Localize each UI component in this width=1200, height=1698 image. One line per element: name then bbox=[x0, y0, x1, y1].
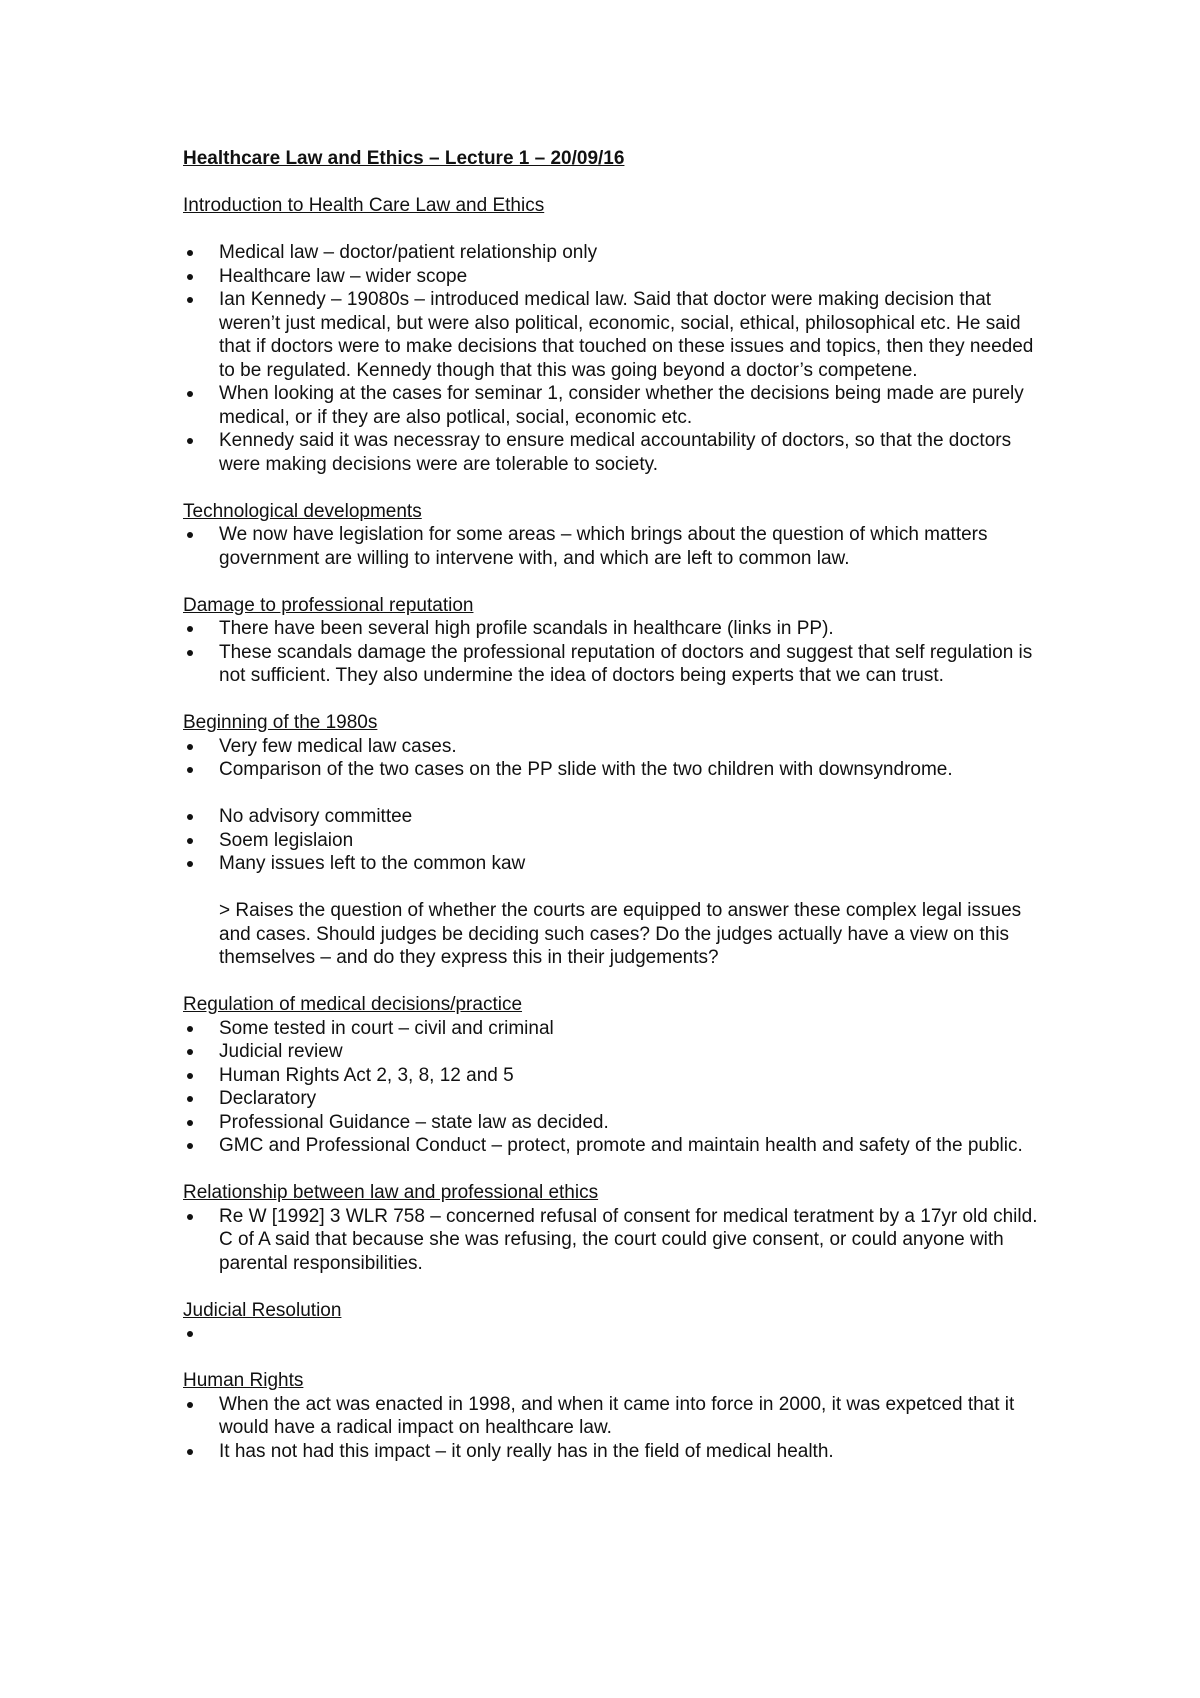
list-item bbox=[183, 1017, 1043, 1041]
list-item bbox=[183, 805, 1043, 829]
list-item-text: Very few medical law cases. bbox=[219, 735, 457, 757]
section-heading-technological-developments: Technological developments bbox=[183, 500, 422, 522]
bullet-list-judicial bbox=[183, 1322, 1043, 1346]
list-item-text: Declaratory bbox=[219, 1088, 317, 1109]
list-item bbox=[183, 382, 1043, 429]
bullet-list-damage bbox=[183, 617, 1043, 688]
list-item bbox=[183, 1064, 1043, 1088]
bullet-icon bbox=[187, 626, 193, 632]
bullet-icon bbox=[187, 838, 193, 844]
bullet-list-introduction bbox=[183, 241, 1043, 476]
list-item bbox=[183, 523, 1043, 570]
bullet-icon bbox=[187, 1449, 193, 1455]
bullet-icon bbox=[187, 391, 193, 397]
list-item-text: When looking at the cases for seminar 1, consider whether the decisions being made are purely medical, or if they are also potlical, social, economic etc. bbox=[219, 383, 1024, 428]
bullet-icon bbox=[187, 1143, 193, 1149]
section-heading-introduction: Introduction to Health Care Law and Ethics bbox=[183, 195, 545, 216]
spacer bbox=[183, 1346, 1043, 1370]
list-item-text: There have been several high profile scandals in healthcare (links in PP). bbox=[219, 618, 834, 639]
bullet-icon bbox=[187, 1096, 193, 1102]
section-heading-damage-reputation: Damage to professional reputation bbox=[183, 594, 474, 616]
list-item bbox=[183, 1111, 1043, 1135]
section-heading-law-ethics: Relationship between law and professional ethics bbox=[183, 1182, 599, 1203]
list-item bbox=[183, 265, 1043, 289]
bullet-icon bbox=[187, 274, 193, 280]
list-item-text: Human Rights Act 2, 3, 8, 12 and 5 bbox=[219, 1064, 514, 1086]
bullet-icon bbox=[187, 1073, 193, 1079]
list-item-text: Kennedy said it was necessray to ensure medical accountability of doctors, so that the doctors were making decisions were are tolerable to society. bbox=[219, 430, 1012, 475]
bullet-list-technological bbox=[183, 523, 1043, 570]
bullet-icon bbox=[187, 532, 193, 538]
section-heading-beginning-1980s: Beginning of the 1980s bbox=[183, 712, 378, 733]
bullet-icon bbox=[187, 1402, 193, 1408]
list-item bbox=[183, 829, 1043, 853]
bullet-icon bbox=[187, 297, 193, 303]
bullet-icon bbox=[187, 767, 193, 773]
bullet-icon bbox=[187, 861, 193, 867]
list-item-text: Many issues left to the common kaw bbox=[219, 853, 526, 874]
bullet-icon bbox=[187, 744, 193, 750]
list-item-text: No advisory committee bbox=[219, 806, 413, 827]
list-item-text: When the act was enacted in 1998, and when it came into force in 2000, it was expetced that it would have a radical impact on healthcare law. bbox=[219, 1393, 1015, 1438]
bullet-icon bbox=[187, 814, 193, 820]
list-item-text: Comparison of the two cases on the PP slide with the two children with downsyndrome. bbox=[219, 759, 953, 780]
list-item-text: Re W [1992] 3 WLR 758 – concerned refusal of consent for medical teratment by a 17yr old child. C of A said that because she was refusing, the court could give consent, or could anyone with parental responsibilities. bbox=[219, 1205, 1038, 1274]
question-note: > Raises the question of whether the courts are equipped to answer these complex legal issues and cases. Should judges be deciding such cases? Do the judges actually have a view on this themselves – and do they express this in their judgements? bbox=[219, 900, 1022, 968]
spacer bbox=[183, 1275, 1043, 1299]
list-item bbox=[183, 758, 1043, 782]
list-item bbox=[183, 288, 1043, 382]
list-item bbox=[183, 1040, 1043, 1064]
list-item bbox=[183, 641, 1043, 688]
spacer bbox=[183, 1158, 1043, 1182]
document-page bbox=[183, 147, 1043, 1463]
bullet-list-1980s-continued bbox=[183, 805, 1043, 876]
list-item bbox=[183, 429, 1043, 476]
list-item-text: It has not had this impact – it only really has in the field of medical health. bbox=[219, 1440, 834, 1462]
spacer bbox=[183, 970, 1043, 994]
list-item-text: Ian Kennedy – 19080s – introduced medical law. Said that doctor were making decision that weren’t just medical, but were also political, economic, social, ethical, philosophical etc. He said that if doctors were to make decisions that touched on these issues and topics, then they needed to be regulated. Kennedy though that this was going beyond a doctor’s competene. bbox=[219, 289, 1034, 381]
list-item bbox=[183, 1205, 1043, 1276]
bullet-icon bbox=[187, 1049, 193, 1055]
list-item-text: Professional Guidance – state law as decided. bbox=[219, 1111, 609, 1133]
bullet-icon bbox=[187, 250, 193, 256]
bullet-icon bbox=[187, 1214, 193, 1220]
spacer bbox=[183, 782, 1043, 806]
bullet-list-regulation bbox=[183, 1017, 1043, 1158]
spacer bbox=[183, 570, 1043, 594]
spacer bbox=[183, 876, 1043, 900]
section-heading-judicial-resolution: Judicial Resolution bbox=[183, 1299, 342, 1321]
list-item-text: Medical law – doctor/patient relationship only bbox=[219, 242, 598, 263]
list-item bbox=[183, 1087, 1043, 1111]
bullet-list-human-rights bbox=[183, 1393, 1043, 1464]
list-item bbox=[183, 852, 1043, 876]
bullet-list-law-ethics bbox=[183, 1205, 1043, 1276]
list-item-text: GMC and Professional Conduct – protect, promote and maintain health and safety of the public. bbox=[219, 1135, 1023, 1156]
list-item-text: Judicial review bbox=[219, 1041, 343, 1062]
list-item bbox=[183, 1393, 1043, 1440]
document-title: Healthcare Law and Ethics – Lecture 1 – 20/09/16 bbox=[183, 148, 625, 169]
section-heading-human-rights: Human Rights bbox=[183, 1370, 304, 1391]
list-item bbox=[183, 241, 1043, 265]
bullet-icon bbox=[187, 1331, 193, 1337]
list-item bbox=[183, 1440, 1043, 1464]
bullet-list-1980s bbox=[183, 735, 1043, 782]
list-item-text: Some tested in court – civil and criminal bbox=[219, 1017, 554, 1039]
bullet-icon bbox=[187, 1026, 193, 1032]
bullet-icon bbox=[187, 438, 193, 444]
list-item-text: These scandals damage the professional reputation of doctors and suggest that self regulation is not sufficient. They also undermine the idea of doctors being experts that we can trust. bbox=[219, 641, 1033, 686]
section-heading-regulation: Regulation of medical decisions/practice bbox=[183, 994, 523, 1015]
list-item bbox=[183, 617, 1043, 641]
list-item bbox=[183, 1322, 1043, 1346]
spacer bbox=[183, 476, 1043, 500]
spacer bbox=[183, 688, 1043, 712]
bullet-icon bbox=[187, 1120, 193, 1126]
list-item bbox=[183, 735, 1043, 759]
list-item-text: Soem legislaion bbox=[219, 829, 354, 851]
list-item-text: Healthcare law – wider scope bbox=[219, 265, 468, 287]
spacer bbox=[183, 218, 1043, 242]
list-item bbox=[183, 1134, 1043, 1158]
list-item-text: We now have legislation for some areas – which brings about the question of which matters government are willing to intervene with, and which are left to common law. bbox=[219, 524, 988, 569]
bullet-icon bbox=[187, 650, 193, 656]
